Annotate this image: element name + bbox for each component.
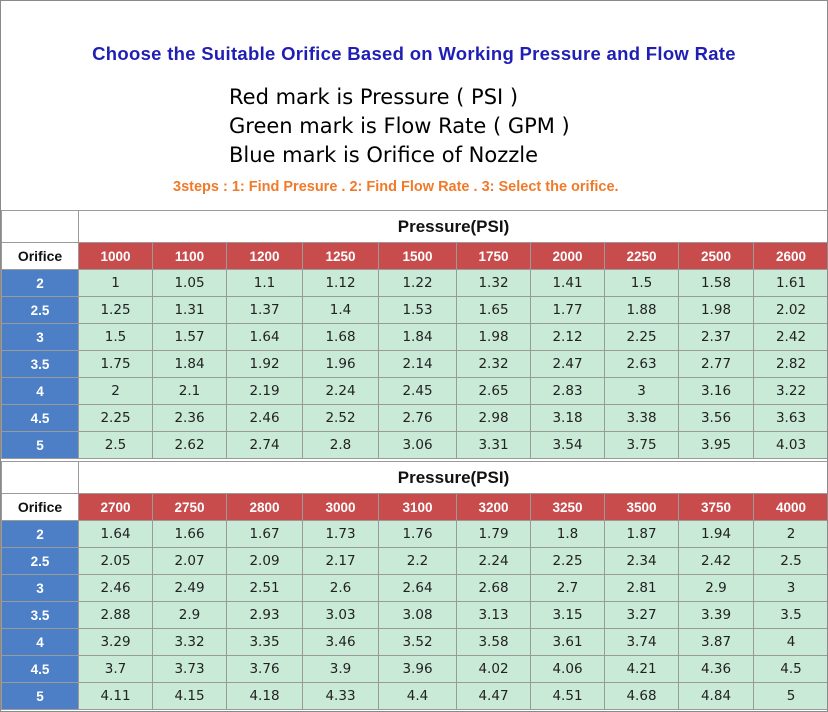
flow-rate-cell: 3	[605, 378, 679, 405]
flow-rate-cell: 4.84	[679, 683, 754, 710]
flow-rate-cell: 2.37	[679, 324, 754, 351]
orifice-cell: 3	[2, 575, 79, 602]
flow-rate-cell: 3.29	[79, 629, 153, 656]
flow-rate-cell: 2.64	[379, 575, 457, 602]
flow-rate-cell: 3.22	[754, 378, 828, 405]
flow-rate-cell: 3.31	[457, 432, 531, 459]
pressure-cell: 2750	[153, 494, 227, 521]
flow-rate-cell: 4.68	[605, 683, 679, 710]
flow-rate-cell: 3.5	[754, 602, 828, 629]
flow-rate-cell: 2.47	[531, 351, 605, 378]
flow-rate-cell: 2.25	[79, 405, 153, 432]
flow-rate-cell: 1.77	[531, 297, 605, 324]
flow-rate-cell: 3.15	[531, 602, 605, 629]
flow-rate-cell: 1.1	[227, 270, 303, 297]
flow-rate-cell: 2.1	[153, 378, 227, 405]
table-row	[2, 405, 828, 432]
pressure-header-row	[2, 494, 828, 521]
flow-rate-cell: 4.18	[227, 683, 303, 710]
pressure-cell: 3000	[303, 494, 379, 521]
flow-rate-cell: 1.76	[379, 521, 457, 548]
flow-rate-cell: 1.87	[605, 521, 679, 548]
flow-rate-cell: 4.15	[153, 683, 227, 710]
pressure-cell: 4000	[754, 494, 828, 521]
flow-rate-cell: 2.24	[303, 378, 379, 405]
flow-rate-cell: 4.36	[679, 656, 754, 683]
flow-rate-cell: 1.37	[227, 297, 303, 324]
flow-rate-cell: 3.73	[153, 656, 227, 683]
flow-rate-cell: 3.46	[303, 629, 379, 656]
orifice-cell: 2	[2, 270, 79, 297]
flow-rate-cell: 2	[754, 521, 828, 548]
table-row	[2, 351, 828, 378]
steps-instructions: 3steps : 1: Find Presure . 2: Find Flow Rate . 3: Select the orifice.	[173, 179, 619, 195]
orifice-cell: 4	[2, 629, 79, 656]
pressure-cell: 3250	[531, 494, 605, 521]
flow-rate-cell: 3.75	[605, 432, 679, 459]
orifice-cell: 2	[2, 521, 79, 548]
table-row	[2, 432, 828, 459]
flow-rate-cell: 2.83	[531, 378, 605, 405]
flow-rate-cell: 2.42	[754, 324, 828, 351]
flow-rate-cell: 2.34	[605, 548, 679, 575]
flow-rate-cell: 1.64	[79, 521, 153, 548]
flow-rate-cell: 1.84	[153, 351, 227, 378]
flow-rate-cell: 5	[754, 683, 828, 710]
flow-rate-cell: 1.98	[679, 297, 754, 324]
flow-rate-cell: 3.96	[379, 656, 457, 683]
flow-rate-cell: 2.9	[153, 602, 227, 629]
flow-rate-cell: 2.93	[227, 602, 303, 629]
orifice-cell: 4.5	[2, 656, 79, 683]
flow-rate-cell: 3.7	[79, 656, 153, 683]
flow-rate-cell: 1.84	[379, 324, 457, 351]
flow-rate-cell: 1.79	[457, 521, 531, 548]
flow-rate-cell: 2.6	[303, 575, 379, 602]
flow-rate-cell: 1.64	[227, 324, 303, 351]
flow-rate-cell: 3.58	[457, 629, 531, 656]
flow-rate-cell: 2.46	[79, 575, 153, 602]
table-row	[2, 378, 828, 405]
flow-rate-cell: 3.74	[605, 629, 679, 656]
pressure-cell: 2000	[531, 243, 605, 270]
table-row	[2, 656, 828, 683]
flow-rate-cell: 2.02	[754, 297, 828, 324]
flow-rate-cell: 3.9	[303, 656, 379, 683]
flow-rate-cell: 2.68	[457, 575, 531, 602]
flow-rate-cell: 1.22	[379, 270, 457, 297]
flow-rate-cell: 1.92	[227, 351, 303, 378]
orifice-cell: 3.5	[2, 602, 79, 629]
flow-rate-cell: 2.25	[605, 324, 679, 351]
table-row	[2, 548, 828, 575]
pressure-cell: 1750	[457, 243, 531, 270]
legend-pressure: Red mark is Pressure ( PSI )	[229, 85, 519, 109]
flow-rate-cell: 4.06	[531, 656, 605, 683]
pressure-title: Pressure(PSI)	[79, 211, 828, 243]
flow-rate-cell: 2.74	[227, 432, 303, 459]
orifice-cell: 4	[2, 378, 79, 405]
pressure-cell: 1250	[303, 243, 379, 270]
flow-table-high-pressure	[1, 461, 827, 710]
table-title-row	[2, 211, 828, 243]
flow-rate-cell: 2.77	[679, 351, 754, 378]
flow-rate-cell: 2.2	[379, 548, 457, 575]
table-row	[2, 575, 828, 602]
flow-rate-cell: 2.32	[457, 351, 531, 378]
flow-rate-cell: 2.36	[153, 405, 227, 432]
flow-rate-cell: 1.58	[679, 270, 754, 297]
table-row	[2, 602, 828, 629]
flow-rate-cell: 2.52	[303, 405, 379, 432]
table-title-row	[2, 462, 828, 494]
flow-rate-cell: 1.65	[457, 297, 531, 324]
flow-rate-cell: 2.12	[531, 324, 605, 351]
legend-orifice: Blue mark is Orifice of Nozzle	[229, 143, 539, 167]
orifice-cell: 2.5	[2, 297, 79, 324]
orifice-header: Orifice	[2, 494, 79, 521]
orifice-cell: 2.5	[2, 548, 79, 575]
flow-rate-cell: 1.41	[531, 270, 605, 297]
table-row	[2, 270, 828, 297]
flow-rate-cell: 1.31	[153, 297, 227, 324]
orifice-cell: 3.5	[2, 351, 79, 378]
flow-rate-cell: 2.24	[457, 548, 531, 575]
flow-rate-cell: 1.05	[153, 270, 227, 297]
flow-rate-cell: 3.08	[379, 602, 457, 629]
flow-rate-cell: 1.4	[303, 297, 379, 324]
flow-rate-cell: 3.18	[531, 405, 605, 432]
legend-flow-rate: Green mark is Flow Rate ( GPM )	[229, 114, 570, 138]
flow-rate-cell: 1.94	[679, 521, 754, 548]
pressure-cell: 2800	[227, 494, 303, 521]
page-title: Choose the Suitable Orifice Based on Working Pressure and Flow Rate	[92, 43, 736, 64]
corner-cell	[2, 462, 79, 494]
flow-rate-cell: 1.96	[303, 351, 379, 378]
flow-rate-cell: 1.8	[531, 521, 605, 548]
flow-rate-cell: 2.98	[457, 405, 531, 432]
flow-rate-cell: 2.76	[379, 405, 457, 432]
flow-rate-cell: 1.88	[605, 297, 679, 324]
flow-rate-cell: 3.63	[754, 405, 828, 432]
table-row	[2, 297, 828, 324]
pressure-cell: 3100	[379, 494, 457, 521]
flow-rate-cell: 1.67	[227, 521, 303, 548]
flow-rate-cell: 3.54	[531, 432, 605, 459]
flow-rate-cell: 3.32	[153, 629, 227, 656]
orifice-cell: 5	[2, 432, 79, 459]
flow-rate-cell: 3.87	[679, 629, 754, 656]
flow-rate-cell: 1.25	[79, 297, 153, 324]
table-row	[2, 324, 828, 351]
flow-rate-cell: 4.11	[79, 683, 153, 710]
flow-rate-cell: 4.21	[605, 656, 679, 683]
pressure-cell: 2500	[679, 243, 754, 270]
flow-rate-cell: 3.16	[679, 378, 754, 405]
flow-rate-cell: 2	[79, 378, 153, 405]
flow-table-low-pressure	[1, 210, 827, 459]
pressure-cell: 1100	[153, 243, 227, 270]
pressure-cell: 3750	[679, 494, 754, 521]
flow-rate-cell: 1.32	[457, 270, 531, 297]
flow-rate-cell: 4.02	[457, 656, 531, 683]
flow-rate-cell: 3.27	[605, 602, 679, 629]
flow-rate-cell: 3.38	[605, 405, 679, 432]
chart-header	[1, 1, 827, 210]
flow-rate-cell: 2.05	[79, 548, 153, 575]
flow-rate-cell: 2.5	[79, 432, 153, 459]
table-row	[2, 629, 828, 656]
flow-rate-cell: 3.61	[531, 629, 605, 656]
orifice-cell: 4.5	[2, 405, 79, 432]
flow-table	[1, 461, 828, 710]
flow-rate-cell: 2.09	[227, 548, 303, 575]
flow-rate-cell: 4	[754, 629, 828, 656]
flow-rate-cell: 2.62	[153, 432, 227, 459]
flow-rate-cell: 2.42	[679, 548, 754, 575]
flow-rate-cell: 3.13	[457, 602, 531, 629]
flow-rate-cell: 1.5	[79, 324, 153, 351]
flow-rate-cell: 4.47	[457, 683, 531, 710]
flow-rate-cell: 2.45	[379, 378, 457, 405]
orifice-header: Orifice	[2, 243, 79, 270]
flow-rate-cell: 1.68	[303, 324, 379, 351]
flow-rate-cell: 3	[754, 575, 828, 602]
flow-rate-cell: 2.19	[227, 378, 303, 405]
pressure-title: Pressure(PSI)	[79, 462, 828, 494]
pressure-header-row	[2, 243, 828, 270]
table-row	[2, 683, 828, 710]
pressure-cell: 2600	[754, 243, 828, 270]
flow-rate-cell: 4.03	[754, 432, 828, 459]
flow-rate-cell: 4.51	[531, 683, 605, 710]
pressure-cell: 2250	[605, 243, 679, 270]
flow-rate-cell: 2.82	[754, 351, 828, 378]
flow-rate-cell: 3.52	[379, 629, 457, 656]
orifice-cell: 3	[2, 324, 79, 351]
flow-rate-cell: 2.88	[79, 602, 153, 629]
flow-rate-cell: 2.51	[227, 575, 303, 602]
flow-table	[1, 210, 828, 459]
flow-rate-cell: 2.5	[754, 548, 828, 575]
flow-rate-cell: 3.95	[679, 432, 754, 459]
pressure-cell: 3500	[605, 494, 679, 521]
flow-rate-cell: 2.9	[679, 575, 754, 602]
pressure-cell: 1500	[379, 243, 457, 270]
flow-rate-cell: 2.63	[605, 351, 679, 378]
flow-rate-cell: 2.14	[379, 351, 457, 378]
pressure-cell: 1000	[79, 243, 153, 270]
flow-rate-cell: 1.66	[153, 521, 227, 548]
flow-rate-cell: 3.03	[303, 602, 379, 629]
flow-rate-cell: 4.5	[754, 656, 828, 683]
flow-rate-cell: 1.5	[605, 270, 679, 297]
pressure-cell: 1200	[227, 243, 303, 270]
flow-rate-cell: 1.75	[79, 351, 153, 378]
corner-cell	[2, 211, 79, 243]
flow-rate-cell: 2.25	[531, 548, 605, 575]
flow-rate-cell: 1.61	[754, 270, 828, 297]
flow-rate-cell: 1.57	[153, 324, 227, 351]
flow-rate-cell: 2.8	[303, 432, 379, 459]
flow-rate-cell: 2.49	[153, 575, 227, 602]
flow-rate-cell: 2.17	[303, 548, 379, 575]
flow-rate-cell: 1.53	[379, 297, 457, 324]
flow-rate-cell: 3.06	[379, 432, 457, 459]
flow-rate-cell: 2.46	[227, 405, 303, 432]
flow-rate-cell: 3.76	[227, 656, 303, 683]
flow-rate-cell: 1	[79, 270, 153, 297]
pressure-cell: 3200	[457, 494, 531, 521]
flow-rate-cell: 1.12	[303, 270, 379, 297]
table-row	[2, 521, 828, 548]
orifice-cell: 5	[2, 683, 79, 710]
flow-rate-cell: 3.56	[679, 405, 754, 432]
flow-rate-cell: 2.07	[153, 548, 227, 575]
flow-rate-cell: 3.39	[679, 602, 754, 629]
flow-rate-cell: 1.73	[303, 521, 379, 548]
flow-rate-cell: 2.81	[605, 575, 679, 602]
flow-rate-cell: 3.35	[227, 629, 303, 656]
flow-rate-cell: 2.7	[531, 575, 605, 602]
flow-rate-cell: 4.33	[303, 683, 379, 710]
flow-rate-cell: 1.98	[457, 324, 531, 351]
flow-rate-cell: 4.4	[379, 683, 457, 710]
flow-rate-cell: 2.65	[457, 378, 531, 405]
pressure-cell: 2700	[79, 494, 153, 521]
